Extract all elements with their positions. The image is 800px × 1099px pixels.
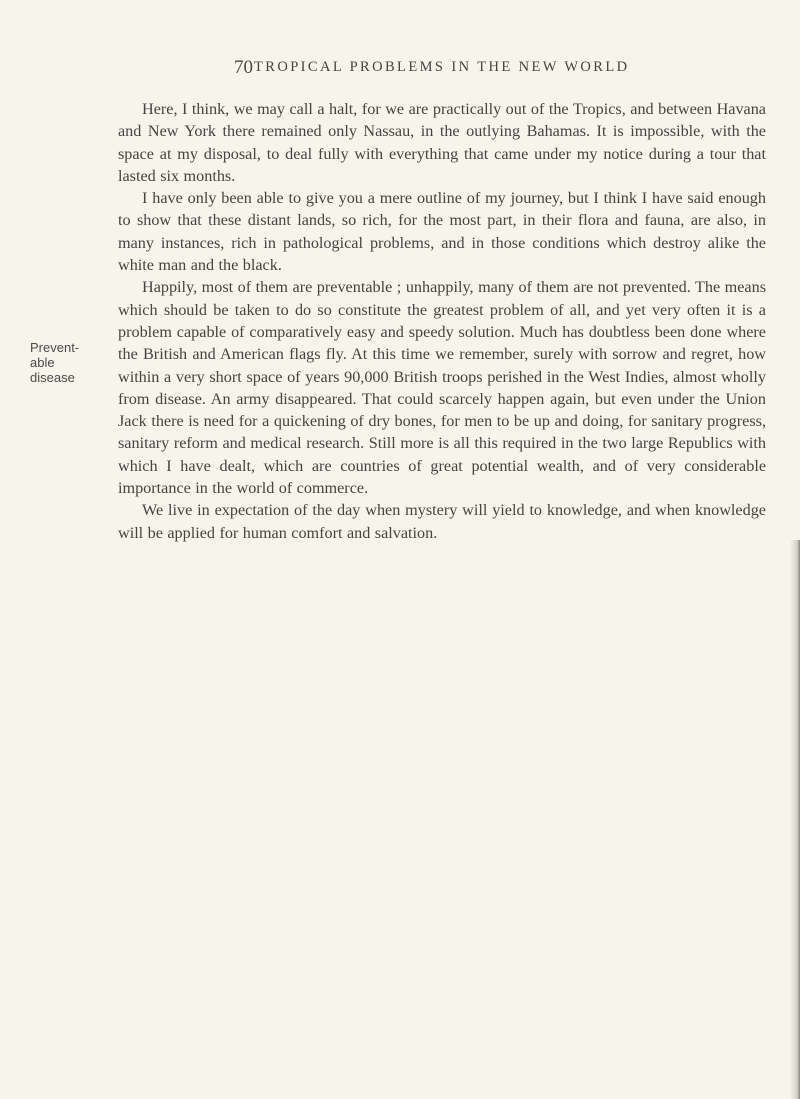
paragraph: Here, I think, we may call a halt, for we are practically out of the Tropics, and between Havana and New York there remained only Nassau, in the outlying Bahamas. It is impossible, with the space at my disposal, to deal fully with everything that came under my notice during a tour that lasted six months. [118, 100, 766, 185]
page-edge-shadow [790, 540, 800, 1099]
paragraph: We live in expectation of the day when mystery will yield to knowledge, and when knowledge will be applied for human comfort and salvation. [118, 501, 766, 542]
page-number: 70 [234, 57, 253, 78]
marginal-note-line: Prevent- [30, 340, 80, 355]
paragraph: I have only been able to give you a mere outline of my journey, but I think I have said enough to show that these distant lands, so rich, for the most part, in their flora and fauna, are also, in many instances, rich in pathological problems, and in those conditions which destroy alike the white man and the black. [118, 189, 766, 275]
marginal-note [30, 340, 110, 385]
marginal-note-line: disease [30, 370, 75, 385]
running-title: TROPICAL PROBLEMS IN THE NEW WORLD [254, 59, 630, 75]
body-text [118, 98, 766, 544]
marginal-note-line: able [30, 355, 55, 370]
paragraph: Happily, most of them are preventable ; unhappily, many of them are not prevented. The means which should be taken to do so constitute the greatest problem of all, and yet very often it is a problem capable of comparatively easy and speedy solution. Much has doubtless been done where the British and American flags fly. At this time we remember, surely with sorrow and regret, how within a very short space of years 90,000 British troops perished in the West Indies, almost wholly from disease. An army disappeared. That could scarcely happen again, but even under the Union Jack there is need for a quickening of dry bones, for men to be up and doing, for sanitary progress, sanitary reform and medical research. Still more is all this required in the two large Republics with which I have dealt, which are countries of great potential wealth, and of very considerable importance in the world of commerce. [118, 278, 766, 498]
page-header [234, 57, 694, 81]
